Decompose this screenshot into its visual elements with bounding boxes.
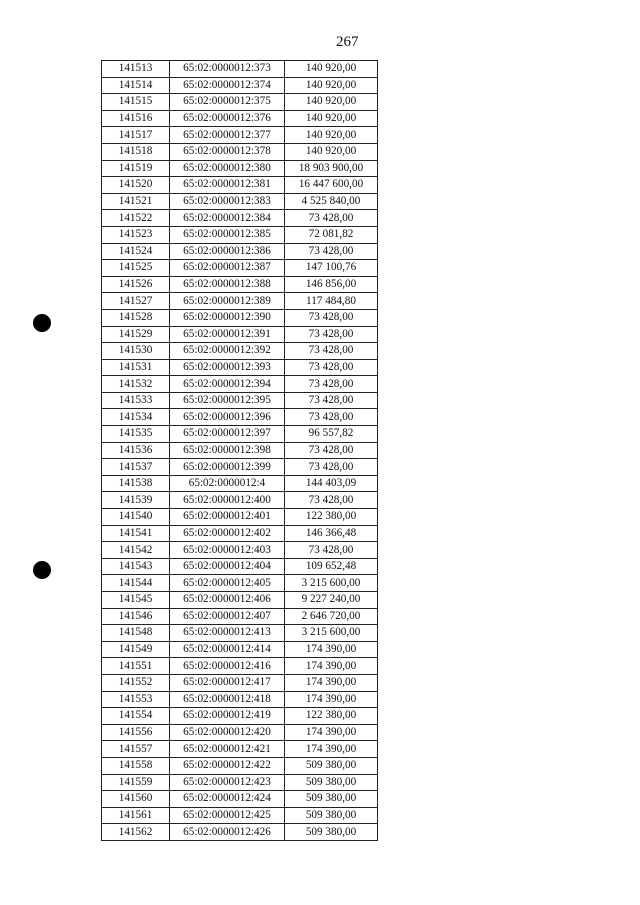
cell-value: 4 525 840,00: [285, 193, 378, 210]
table-row: [102, 575, 378, 592]
cell-cadastral-number: 65:02:0000012:397: [170, 426, 285, 443]
cell-record-number: 141521: [102, 193, 170, 210]
cell-value: 140 920,00: [285, 143, 378, 160]
cell-cadastral-number: 65:02:0000012:400: [170, 492, 285, 509]
cell-record-number: 141551: [102, 658, 170, 675]
cell-value: 73 428,00: [285, 243, 378, 260]
data-table: [101, 60, 378, 841]
cell-cadastral-number: 65:02:0000012:402: [170, 525, 285, 542]
cell-cadastral-number: 65:02:0000012:421: [170, 741, 285, 758]
table-row: [102, 143, 378, 160]
table-row: [102, 475, 378, 492]
table-row: [102, 293, 378, 310]
cell-value: 140 920,00: [285, 77, 378, 94]
table-row: [102, 592, 378, 609]
table-row: [102, 226, 378, 243]
table-row: [102, 343, 378, 360]
cell-record-number: 141526: [102, 276, 170, 293]
cell-record-number: 141544: [102, 575, 170, 592]
table-row: [102, 674, 378, 691]
cell-record-number: 141517: [102, 127, 170, 144]
cell-record-number: 141560: [102, 791, 170, 808]
cell-cadastral-number: 65:02:0000012:386: [170, 243, 285, 260]
cell-record-number: 141514: [102, 77, 170, 94]
cell-value: 174 390,00: [285, 658, 378, 675]
cell-cadastral-number: 65:02:0000012:420: [170, 724, 285, 741]
cell-cadastral-number: 65:02:0000012:395: [170, 392, 285, 409]
cell-record-number: 141538: [102, 475, 170, 492]
cell-value: 73 428,00: [285, 392, 378, 409]
cell-cadastral-number: 65:02:0000012:414: [170, 641, 285, 658]
table-row: [102, 127, 378, 144]
table-row: [102, 608, 378, 625]
cell-cadastral-number: 65:02:0000012:392: [170, 343, 285, 360]
table-body: [102, 61, 378, 841]
table-row: [102, 741, 378, 758]
table-row: [102, 260, 378, 277]
cell-value: 122 380,00: [285, 708, 378, 725]
cell-record-number: 141516: [102, 110, 170, 127]
table-row: [102, 625, 378, 642]
table-row: [102, 542, 378, 559]
cell-record-number: 141554: [102, 708, 170, 725]
cell-cadastral-number: 65:02:0000012:380: [170, 160, 285, 177]
table-row: [102, 442, 378, 459]
cell-value: 73 428,00: [285, 459, 378, 476]
cell-cadastral-number: 65:02:0000012:418: [170, 691, 285, 708]
table-row: [102, 724, 378, 741]
cell-value: 509 380,00: [285, 824, 378, 841]
cell-record-number: 141553: [102, 691, 170, 708]
cell-record-number: 141537: [102, 459, 170, 476]
table-row: [102, 641, 378, 658]
cell-value: 174 390,00: [285, 674, 378, 691]
cell-cadastral-number: 65:02:0000012:425: [170, 807, 285, 824]
cell-cadastral-number: 65:02:0000012:423: [170, 774, 285, 791]
cell-value: 3 215 600,00: [285, 625, 378, 642]
cell-value: 174 390,00: [285, 724, 378, 741]
table-row: [102, 309, 378, 326]
table-row: [102, 525, 378, 542]
cell-value: 73 428,00: [285, 442, 378, 459]
punch-hole-top: [33, 314, 51, 332]
cell-record-number: 141513: [102, 61, 170, 78]
cell-value: 72 081,82: [285, 226, 378, 243]
cell-value: 73 428,00: [285, 309, 378, 326]
cell-record-number: 141562: [102, 824, 170, 841]
cell-value: 122 380,00: [285, 509, 378, 526]
table-row: [102, 492, 378, 509]
cell-record-number: 141561: [102, 807, 170, 824]
table-row: [102, 392, 378, 409]
cell-record-number: 141523: [102, 226, 170, 243]
cell-value: 18 903 900,00: [285, 160, 378, 177]
cell-value: 146 856,00: [285, 276, 378, 293]
cell-value: 147 100,76: [285, 260, 378, 277]
cell-cadastral-number: 65:02:0000012:383: [170, 193, 285, 210]
cell-record-number: 141552: [102, 674, 170, 691]
cell-record-number: 141545: [102, 592, 170, 609]
cell-record-number: 141515: [102, 94, 170, 111]
cell-value: 73 428,00: [285, 409, 378, 426]
cell-value: 73 428,00: [285, 376, 378, 393]
cell-record-number: 141527: [102, 293, 170, 310]
cell-value: 174 390,00: [285, 741, 378, 758]
cell-record-number: 141548: [102, 625, 170, 642]
cell-record-number: 141530: [102, 343, 170, 360]
page-number: 267: [336, 34, 359, 50]
table-row: [102, 807, 378, 824]
cell-cadastral-number: 65:02:0000012:377: [170, 127, 285, 144]
cell-value: 73 428,00: [285, 343, 378, 360]
cell-cadastral-number: 65:02:0000012:388: [170, 276, 285, 293]
cell-value: 9 227 240,00: [285, 592, 378, 609]
table-row: [102, 61, 378, 78]
table-row: [102, 791, 378, 808]
cell-cadastral-number: 65:02:0000012:374: [170, 77, 285, 94]
cell-cadastral-number: 65:02:0000012:407: [170, 608, 285, 625]
table-row: [102, 359, 378, 376]
cell-record-number: 141536: [102, 442, 170, 459]
table-row: [102, 426, 378, 443]
cell-record-number: 141531: [102, 359, 170, 376]
cell-value: 509 380,00: [285, 807, 378, 824]
cell-value: 73 428,00: [285, 359, 378, 376]
cell-value: 73 428,00: [285, 326, 378, 343]
table-row: [102, 824, 378, 841]
cell-cadastral-number: 65:02:0000012:403: [170, 542, 285, 559]
cell-value: 96 557,82: [285, 426, 378, 443]
cell-cadastral-number: 65:02:0000012:384: [170, 210, 285, 227]
cell-record-number: 141539: [102, 492, 170, 509]
cell-record-number: 141542: [102, 542, 170, 559]
cell-record-number: 141540: [102, 509, 170, 526]
cell-record-number: 141543: [102, 558, 170, 575]
cell-cadastral-number: 65:02:0000012:4: [170, 475, 285, 492]
cell-cadastral-number: 65:02:0000012:406: [170, 592, 285, 609]
cell-value: 109 652,48: [285, 558, 378, 575]
cell-value: 509 380,00: [285, 791, 378, 808]
cell-cadastral-number: 65:02:0000012:375: [170, 94, 285, 111]
cell-cadastral-number: 65:02:0000012:404: [170, 558, 285, 575]
table-row: [102, 160, 378, 177]
cell-record-number: 141529: [102, 326, 170, 343]
cell-value: 140 920,00: [285, 61, 378, 78]
cell-record-number: 141534: [102, 409, 170, 426]
table-row: [102, 77, 378, 94]
cell-record-number: 141559: [102, 774, 170, 791]
cell-record-number: 141533: [102, 392, 170, 409]
cell-record-number: 141549: [102, 641, 170, 658]
cell-cadastral-number: 65:02:0000012:387: [170, 260, 285, 277]
cell-record-number: 141532: [102, 376, 170, 393]
cell-value: 174 390,00: [285, 641, 378, 658]
cell-value: 16 447 600,00: [285, 177, 378, 194]
cell-record-number: 141535: [102, 426, 170, 443]
cell-record-number: 141525: [102, 260, 170, 277]
cell-value: 140 920,00: [285, 127, 378, 144]
cell-cadastral-number: 65:02:0000012:396: [170, 409, 285, 426]
table-row: [102, 326, 378, 343]
cell-cadastral-number: 65:02:0000012:376: [170, 110, 285, 127]
cell-value: 144 403,09: [285, 475, 378, 492]
cell-value: 117 484,80: [285, 293, 378, 310]
table-row: [102, 509, 378, 526]
table-row: [102, 459, 378, 476]
cell-record-number: 141519: [102, 160, 170, 177]
table-row: [102, 110, 378, 127]
cell-record-number: 141524: [102, 243, 170, 260]
cell-cadastral-number: 65:02:0000012:413: [170, 625, 285, 642]
cell-cadastral-number: 65:02:0000012:399: [170, 459, 285, 476]
cell-cadastral-number: 65:02:0000012:373: [170, 61, 285, 78]
cell-cadastral-number: 65:02:0000012:385: [170, 226, 285, 243]
cell-record-number: 141546: [102, 608, 170, 625]
table-row: [102, 276, 378, 293]
cell-value: 73 428,00: [285, 210, 378, 227]
cell-cadastral-number: 65:02:0000012:424: [170, 791, 285, 808]
table-row: [102, 691, 378, 708]
cell-cadastral-number: 65:02:0000012:390: [170, 309, 285, 326]
table-row: [102, 558, 378, 575]
table-row: [102, 409, 378, 426]
cell-value: 73 428,00: [285, 542, 378, 559]
table-row: [102, 757, 378, 774]
cell-cadastral-number: 65:02:0000012:417: [170, 674, 285, 691]
table-row: [102, 376, 378, 393]
table-row: [102, 177, 378, 194]
cell-cadastral-number: 65:02:0000012:398: [170, 442, 285, 459]
cell-value: 3 215 600,00: [285, 575, 378, 592]
table-row: [102, 210, 378, 227]
table-row: [102, 708, 378, 725]
cell-value: 174 390,00: [285, 691, 378, 708]
cell-cadastral-number: 65:02:0000012:416: [170, 658, 285, 675]
cell-value: 140 920,00: [285, 110, 378, 127]
cell-cadastral-number: 65:02:0000012:378: [170, 143, 285, 160]
cell-record-number: 141557: [102, 741, 170, 758]
punch-hole-bottom: [33, 561, 51, 579]
table-row: [102, 193, 378, 210]
cell-cadastral-number: 65:02:0000012:389: [170, 293, 285, 310]
cell-record-number: 141522: [102, 210, 170, 227]
cell-value: 140 920,00: [285, 94, 378, 111]
cell-cadastral-number: 65:02:0000012:393: [170, 359, 285, 376]
cell-cadastral-number: 65:02:0000012:422: [170, 757, 285, 774]
cell-cadastral-number: 65:02:0000012:394: [170, 376, 285, 393]
cell-value: 509 380,00: [285, 774, 378, 791]
cell-value: 73 428,00: [285, 492, 378, 509]
cell-record-number: 141518: [102, 143, 170, 160]
cell-cadastral-number: 65:02:0000012:391: [170, 326, 285, 343]
table-row: [102, 94, 378, 111]
cell-record-number: 141556: [102, 724, 170, 741]
cell-cadastral-number: 65:02:0000012:419: [170, 708, 285, 725]
cell-value: 509 380,00: [285, 757, 378, 774]
cell-cadastral-number: 65:02:0000012:401: [170, 509, 285, 526]
cell-cadastral-number: 65:02:0000012:426: [170, 824, 285, 841]
cell-record-number: 141520: [102, 177, 170, 194]
cell-value: 146 366,48: [285, 525, 378, 542]
cell-record-number: 141541: [102, 525, 170, 542]
table-row: [102, 774, 378, 791]
cell-record-number: 141528: [102, 309, 170, 326]
table-row: [102, 658, 378, 675]
table-row: [102, 243, 378, 260]
cell-value: 2 646 720,00: [285, 608, 378, 625]
cell-cadastral-number: 65:02:0000012:381: [170, 177, 285, 194]
cell-cadastral-number: 65:02:0000012:405: [170, 575, 285, 592]
cell-record-number: 141558: [102, 757, 170, 774]
